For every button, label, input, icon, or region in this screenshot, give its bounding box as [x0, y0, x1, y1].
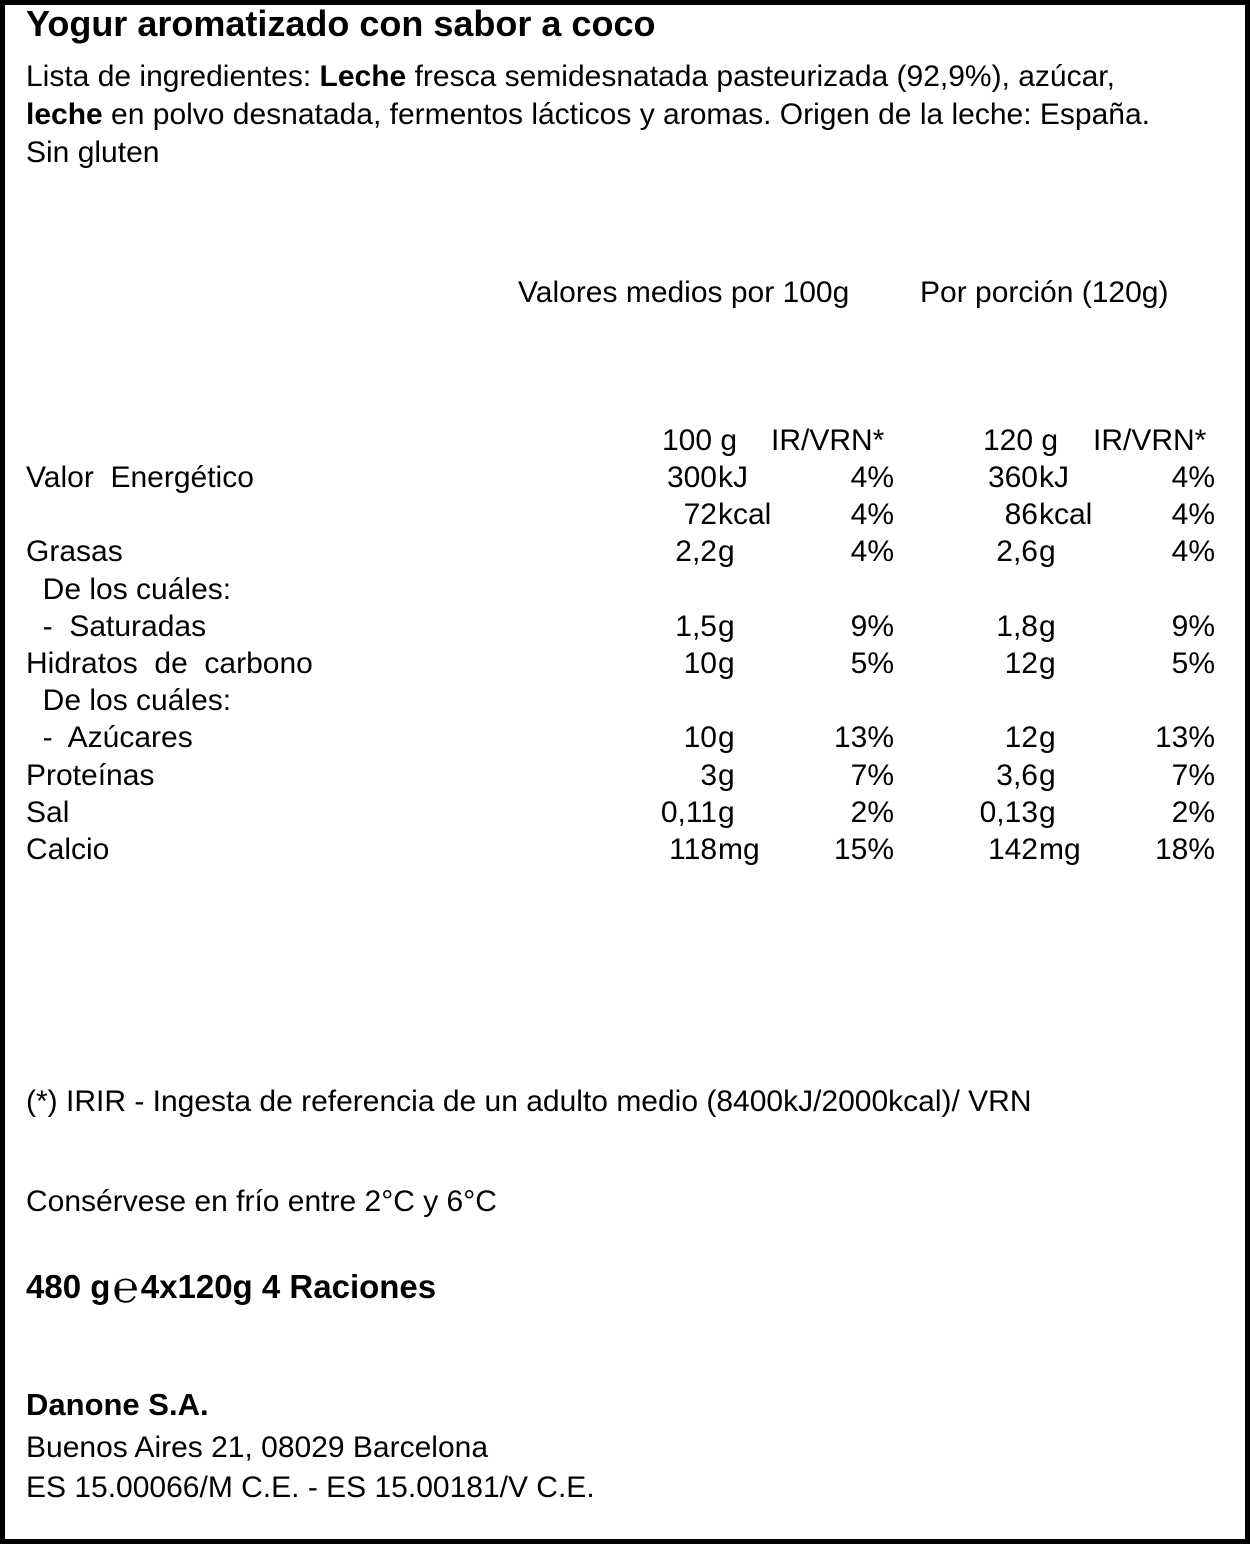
value-100g: 0,11: [660, 796, 717, 829]
unit-120g: g: [1039, 610, 1056, 643]
storage-instructions: Consérvese en frío entre 2°C y 6°C: [26, 1185, 497, 1218]
value-120g: 12: [1004, 721, 1038, 754]
ingredients-part2: fresca semidesnatada pasteurizada (92,9%), azúcar,: [406, 60, 1115, 93]
ingredients-bold-leche-2: leche: [26, 98, 103, 131]
unit-120g: g: [1039, 796, 1056, 829]
unit-100g: mg: [718, 833, 760, 866]
unit-100g: g: [718, 796, 735, 829]
unit-100g: g: [718, 535, 735, 568]
value-100g: 72: [683, 498, 717, 531]
footnote-reference-intake: (*) IRIR - Ingesta de referencia de un adulto medio (8400kJ/2000kcal)/ VRN: [26, 1085, 1032, 1118]
percent-120g: 9%: [1171, 610, 1215, 643]
row-label: Calcio: [26, 833, 110, 866]
product-title: Yogur aromatizado con sabor a coco: [26, 3, 656, 44]
percent-100g: 4%: [850, 498, 894, 531]
unit-120g: kcal: [1039, 498, 1093, 531]
percent-100g: 5%: [850, 647, 894, 680]
value-100g: 3: [700, 759, 717, 792]
row-label: Proteínas: [26, 759, 155, 792]
unit-120g: mg: [1039, 833, 1081, 866]
row-label: De los cuáles:: [26, 573, 232, 606]
percent-120g: 5%: [1171, 647, 1215, 680]
percent-120g: 13%: [1154, 721, 1215, 754]
unit-120g: g: [1039, 721, 1056, 754]
percent-100g: 4%: [850, 535, 894, 568]
value-120g: 86: [1004, 498, 1038, 531]
value-100g: 10: [683, 721, 717, 754]
value-120g: 142: [987, 833, 1038, 866]
unit-100g: kcal: [718, 498, 772, 531]
company-address: Buenos Aires 21, 08029 Barcelona: [26, 1431, 488, 1464]
unit-100g: g: [718, 610, 735, 643]
percent-120g: 2%: [1171, 796, 1215, 829]
column-ir-vrn-2: IR/VRN*: [1093, 424, 1207, 457]
header-per-100g: Valores medios por 100g: [518, 276, 850, 309]
percent-120g: 4%: [1171, 461, 1215, 494]
value-120g: 2,6: [996, 535, 1038, 568]
value-100g: 118: [669, 833, 717, 866]
row-label: - Azúcares: [26, 721, 193, 754]
unit-120g: g: [1039, 535, 1056, 568]
percent-100g: 9%: [850, 610, 894, 643]
estimated-sign-icon: ℮: [112, 1263, 139, 1312]
net-weight-units: 4x120g 4 Raciones: [140, 1268, 437, 1305]
unit-100g: g: [718, 721, 735, 754]
net-weight: 480 g: [26, 1268, 111, 1305]
row-label: - Saturadas: [26, 610, 207, 643]
header-per-portion: Por porción (120g): [920, 276, 1169, 309]
percent-100g: 7%: [850, 759, 894, 792]
row-label: Valor Energético: [26, 461, 254, 494]
ingredients-list: [26, 58, 1176, 172]
value-120g: 1,8: [996, 610, 1038, 643]
unit-100g: g: [718, 647, 735, 680]
unit-120g: kJ: [1039, 461, 1069, 494]
row-label: Grasas: [26, 535, 123, 568]
value-100g: 1,5: [675, 610, 717, 643]
column-ir-vrn-1: IR/VRN*: [771, 424, 885, 457]
value-100g: 10: [683, 647, 717, 680]
unit-100g: g: [718, 759, 735, 792]
percent-100g: 2%: [850, 796, 894, 829]
value-100g: 300: [666, 461, 717, 494]
unit-100g: kJ: [718, 461, 748, 494]
ingredients-bold-leche: Leche: [319, 60, 407, 93]
ingredients-prefix: Lista de ingredientes:: [26, 60, 320, 93]
column-120g: 120 g: [983, 424, 1059, 457]
value-120g: 0,13: [979, 796, 1038, 829]
row-label: Sal: [26, 796, 70, 829]
percent-120g: 7%: [1171, 759, 1215, 792]
value-120g: 12: [1004, 647, 1038, 680]
percent-120g: 4%: [1171, 498, 1215, 531]
value-120g: 360: [987, 461, 1038, 494]
unit-120g: g: [1039, 759, 1056, 792]
row-label: De los cuáles:: [26, 684, 232, 717]
ingredients-part3: en polvo desnatada, fermentos lácticos y aromas. Origen de la leche: España. Sin gluten: [26, 98, 1150, 169]
row-label: Hidratos de carbono: [26, 647, 313, 680]
value-120g: 3,6: [996, 759, 1038, 792]
percent-100g: 15%: [833, 833, 894, 866]
percent-120g: 18%: [1154, 833, 1215, 866]
percent-100g: 13%: [833, 721, 894, 754]
company-name: Danone S.A.: [26, 1387, 209, 1422]
company-registry: ES 15.00066/M C.E. - ES 15.00181/V C.E.: [26, 1471, 595, 1504]
value-100g: 2,2: [675, 535, 717, 568]
net-weight-line: [26, 1263, 437, 1312]
percent-120g: 4%: [1171, 535, 1215, 568]
unit-120g: g: [1039, 647, 1056, 680]
percent-100g: 4%: [850, 461, 894, 494]
column-100g: 100 g: [662, 424, 738, 457]
